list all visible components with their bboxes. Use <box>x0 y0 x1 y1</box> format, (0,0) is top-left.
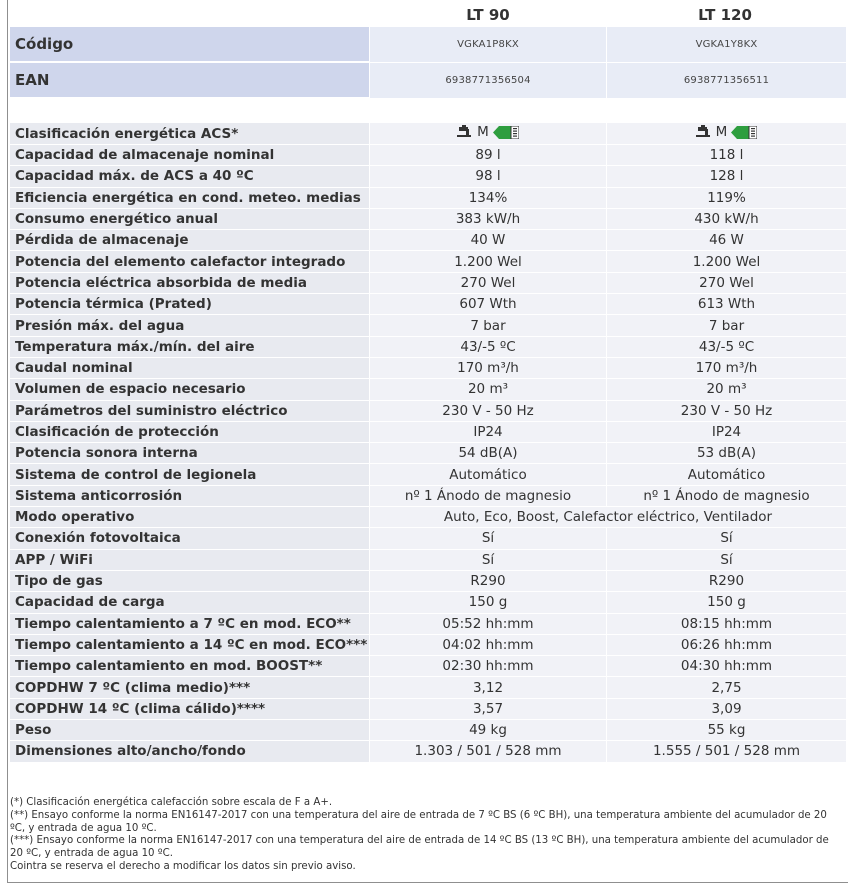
table-row <box>10 592 847 613</box>
row-label: Modo operativo <box>10 507 370 528</box>
row-label: Pérdida de almacenaje <box>10 230 370 251</box>
specifications-table <box>9 122 847 763</box>
model-header <box>0 2 851 26</box>
row-label: Consumo energético anual <box>10 208 370 229</box>
energy-class-badge-icon <box>493 126 519 139</box>
table-row <box>10 634 847 655</box>
cell-value-lt120: 230 V - 50 Hz <box>607 400 847 421</box>
row-label: Parámetros del suministro eléctrico <box>10 400 370 421</box>
cell-value-lt120: IP24 <box>607 421 847 442</box>
cell-value-lt120: Automático <box>607 464 847 485</box>
row-label: Potencia térmica (Prated) <box>10 294 370 315</box>
cell-value-lt120: 2,75 <box>607 677 847 698</box>
row-label: Sistema de control de legionela <box>10 464 370 485</box>
row-label: Peso <box>10 720 370 741</box>
cell-value-lt90: 40 W <box>370 230 607 251</box>
row-label: Capacidad de carga <box>10 592 370 613</box>
table-row <box>10 336 847 357</box>
cell-value-lt120: 3,09 <box>607 698 847 719</box>
table-row <box>10 166 847 187</box>
ean-lt90: 6938771356504 <box>370 62 607 98</box>
footnote: (*) Clasificación energética calefacción sobre escala de F a A+. <box>10 797 333 808</box>
row-label: Capacidad de almacenaje nominal <box>10 145 370 166</box>
table-row <box>10 294 847 315</box>
cell-value-lt120: 53 dB(A) <box>607 443 847 464</box>
table-row <box>10 656 847 677</box>
cell-value-lt90: 170 m³/h <box>370 357 607 378</box>
row-label: Tiempo calentamiento en mod. BOOST** <box>10 656 370 677</box>
cell-value-lt90: 134% <box>370 187 607 208</box>
row-label: Potencia del elemento calefactor integrado <box>10 251 370 272</box>
table-row <box>10 230 847 251</box>
table-row <box>10 145 847 166</box>
footnote: (***) Ensayo conforme la norma EN16147-2017 con una temperatura del aire de entrada de 14 ºC BS (13 ºC BH), una temperatura ambiente del acumulador de 20 ºC, y entrada de agua 10 ºC. <box>10 835 829 860</box>
row-label: Temperatura máx./mín. del aire <box>10 336 370 357</box>
row-label: COPDHW 7 ºC (clima medio)*** <box>10 677 370 698</box>
cell-value-lt120: Sí <box>607 528 847 549</box>
table-row <box>10 208 847 229</box>
row-label: Volumen de espacio necesario <box>10 379 370 400</box>
row-label: Caudal nominal <box>10 357 370 378</box>
cell-value-lt90: 383 kW/h <box>370 208 607 229</box>
cell-value-lt120: 270 Wel <box>607 272 847 293</box>
cell-value-lt90: 04:02 hh:mm <box>370 634 607 655</box>
table-row <box>10 272 847 293</box>
table-row <box>10 464 847 485</box>
cell-value-lt90: Automático <box>370 464 607 485</box>
row-label: Sistema anticorrosión <box>10 485 370 506</box>
table-row <box>10 379 847 400</box>
cell-value-lt120: 1.200 Wel <box>607 251 847 272</box>
cell-value-lt90: 270 Wel <box>370 272 607 293</box>
row-label: Conexión fotovoltaica <box>10 528 370 549</box>
cell-value-both-models: Auto, Eco, Boost, Calefactor eléctrico, Ventilador <box>370 507 847 528</box>
table-row <box>10 741 847 762</box>
row-label: APP / WiFi <box>10 549 370 570</box>
row-label-ean: EAN <box>10 62 370 98</box>
row-label-energy-class: Clasificación energética ACS* <box>10 123 370 145</box>
table-row <box>10 62 847 98</box>
energy-class-lt120 <box>607 123 847 145</box>
cell-value-lt120: nº 1 Ánodo de magnesio <box>607 485 847 506</box>
cell-value-lt90: 1.303 / 501 / 528 mm <box>370 741 607 762</box>
table-row <box>10 549 847 570</box>
footnotes <box>10 797 840 874</box>
table-row <box>10 698 847 719</box>
row-label: Capacidad máx. de ACS a 40 ºC <box>10 166 370 187</box>
row-label: Potencia eléctrica absorbida de media <box>10 272 370 293</box>
cell-value-lt90: 05:52 hh:mm <box>370 613 607 634</box>
cell-value-lt120: 06:26 hh:mm <box>607 634 847 655</box>
cell-value-lt120: R290 <box>607 570 847 591</box>
cell-value-lt90: 3,12 <box>370 677 607 698</box>
cell-value-lt120: 20 m³ <box>607 379 847 400</box>
model-name-lt120: LT 120 <box>698 6 752 24</box>
row-label: Tipo de gas <box>10 570 370 591</box>
cell-value-lt120: Sí <box>607 549 847 570</box>
table-row <box>10 315 847 336</box>
table-row <box>10 485 847 506</box>
table-row <box>10 507 847 528</box>
row-label-codigo: Código <box>10 27 370 63</box>
cell-value-lt90: 89 l <box>370 145 607 166</box>
identification-table <box>9 26 847 99</box>
table-row <box>10 720 847 741</box>
footnote: (**) Ensayo conforme la norma EN16147-2017 con una temperatura del aire de entrada de 7 ºC BS (6 ºC BH), una temperatura ambiente del acumulador de 20 ºC, y entrada de agua 10 ºC. <box>10 809 827 834</box>
model-name-lt90: LT 90 <box>466 6 510 24</box>
code-lt120: VGKA1Y8KX <box>607 27 847 63</box>
cell-value-lt120: 55 kg <box>607 720 847 741</box>
table-row <box>10 357 847 378</box>
table-row <box>10 187 847 208</box>
cell-value-lt90: Sí <box>370 549 607 570</box>
row-label: Potencia sonora interna <box>10 443 370 464</box>
cell-value-lt90: 02:30 hh:mm <box>370 656 607 677</box>
cell-value-lt90: IP24 <box>370 421 607 442</box>
table-row <box>10 421 847 442</box>
tap-icon <box>696 125 712 139</box>
row-label: Presión máx. del agua <box>10 315 370 336</box>
cell-value-lt90: 150 g <box>370 592 607 613</box>
cell-value-lt90: 607 Wth <box>370 294 607 315</box>
cell-value-lt120: 170 m³/h <box>607 357 847 378</box>
cell-value-lt120: 43/-5 ºC <box>607 336 847 357</box>
cell-value-lt90: 98 l <box>370 166 607 187</box>
row-label: COPDHW 14 ºC (clima cálido)**** <box>10 698 370 719</box>
load-profile: M <box>715 124 728 140</box>
cell-value-lt90: nº 1 Ánodo de magnesio <box>370 485 607 506</box>
cell-value-lt120: 128 l <box>607 166 847 187</box>
cell-value-lt120: 150 g <box>607 592 847 613</box>
code-lt90: VGKA1P8KX <box>370 27 607 63</box>
energy-class-lt90 <box>370 123 607 145</box>
row-label: Tiempo calentamiento a 14 ºC en mod. ECO*** <box>10 634 370 655</box>
table-row <box>10 443 847 464</box>
cell-value-lt90: R290 <box>370 570 607 591</box>
ean-lt120: 6938771356511 <box>607 62 847 98</box>
cell-value-lt90: 230 V - 50 Hz <box>370 400 607 421</box>
row-label: Dimensiones alto/ancho/fondo <box>10 741 370 762</box>
footnote: Cointra se reserva el derecho a modificar los datos sin previo aviso. <box>10 860 356 872</box>
table-row <box>10 570 847 591</box>
cell-value-lt120: 1.555 / 501 / 528 mm <box>607 741 847 762</box>
cell-value-lt120: 04:30 hh:mm <box>607 656 847 677</box>
load-profile: M <box>477 124 489 140</box>
cell-value-lt90: 43/-5 ºC <box>370 336 607 357</box>
cell-value-lt90: 1.200 Wel <box>370 251 607 272</box>
energy-class-badge-icon <box>731 126 757 139</box>
table-row <box>10 613 847 634</box>
table-row <box>10 123 847 145</box>
cell-value-lt120: 613 Wth <box>607 294 847 315</box>
table-row <box>10 251 847 272</box>
cell-value-lt90: 20 m³ <box>370 379 607 400</box>
table-row <box>10 400 847 421</box>
table-row <box>10 27 847 63</box>
cell-value-lt120: 46 W <box>607 230 847 251</box>
table-row <box>10 677 847 698</box>
cell-value-lt120: 7 bar <box>607 315 847 336</box>
cell-value-lt90: 49 kg <box>370 720 607 741</box>
row-label: Eficiencia energética en cond. meteo. medias <box>10 187 370 208</box>
cell-value-lt90: 54 dB(A) <box>370 443 607 464</box>
cell-value-lt120: 118 l <box>607 145 847 166</box>
cell-value-lt90: 7 bar <box>370 315 607 336</box>
cell-value-lt90: Sí <box>370 528 607 549</box>
cell-value-lt120: 08:15 hh:mm <box>607 613 847 634</box>
tap-icon <box>457 125 473 139</box>
row-label: Tiempo calentamiento a 7 ºC en mod. ECO** <box>10 613 370 634</box>
cell-value-lt90: 3,57 <box>370 698 607 719</box>
table-row <box>10 528 847 549</box>
row-label: Clasificación de protección <box>10 421 370 442</box>
cell-value-lt120: 119% <box>607 187 847 208</box>
cell-value-lt120: 430 kW/h <box>607 208 847 229</box>
